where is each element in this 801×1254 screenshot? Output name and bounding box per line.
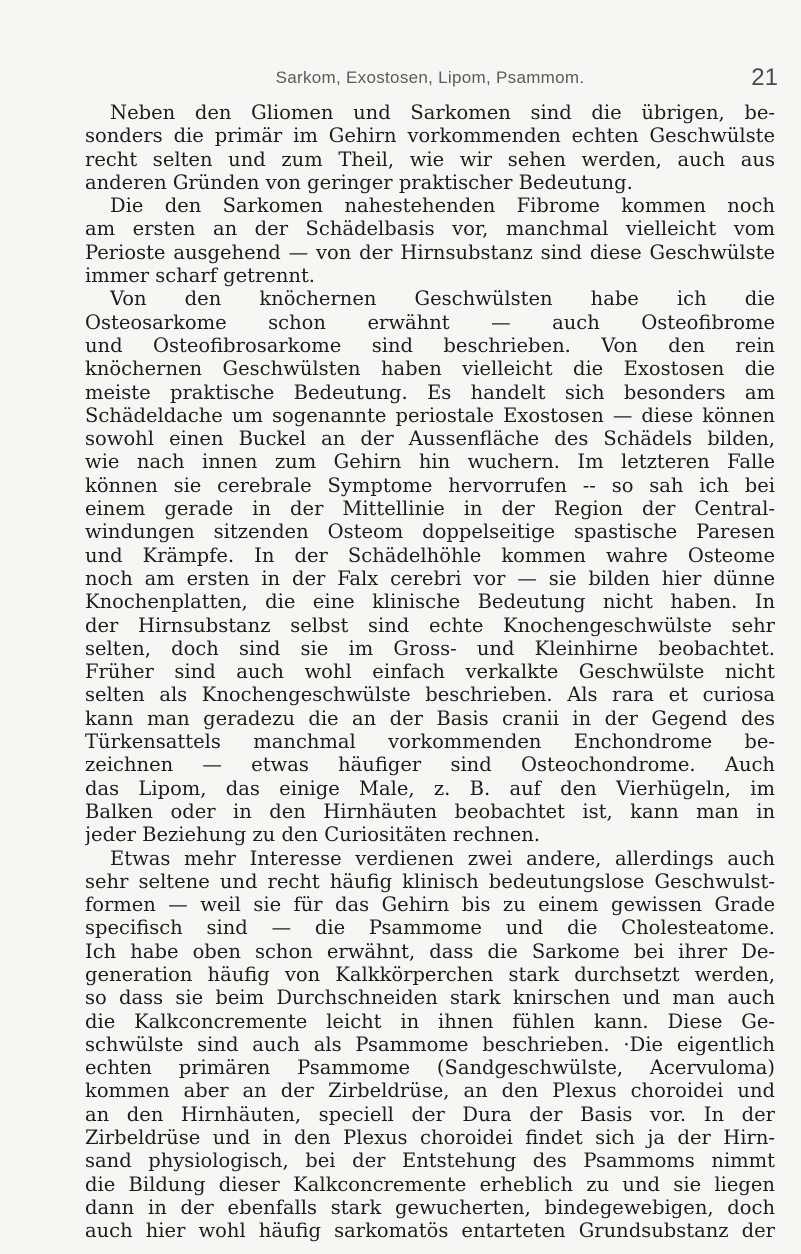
text-line: sehr seltene und recht häufig klinisch bedeutungslose Geschwulst- [85, 869, 775, 893]
text-line: Schädeldache um sogenannte periostale Exostosen — diese können [85, 403, 775, 427]
text-line: Ich habe oben schon erwähnt, dass die Sarkome bei ihrer De- [85, 939, 775, 963]
running-head [80, 64, 780, 92]
text-line: und Osteofibrosarkome sind beschrieben. Von den rein [85, 333, 775, 357]
text-line: wie nach innen zum Gehirn hin wuchern. Im letzteren Falle [85, 450, 775, 474]
text-line: echten primären Psammome (Sandgeschwülste, Acervuloma) [85, 1056, 775, 1080]
text-line: und Krämpfe. In der Schädelhöhle kommen wahre Osteome [85, 543, 775, 567]
text-line: generation häufig von Kalkkörperchen stark durchsetzt werden, [85, 962, 775, 986]
text-line: können sie cerebrale Symptome hervorrufen -- so sah ich bei [85, 473, 775, 497]
text-line: selten als Knochengeschwülste beschrieben. Als rara et curiosa [85, 683, 775, 707]
text-line: sowohl einen Buckel an der Aussenfläche des Schädels bilden, [85, 427, 775, 451]
text-line: die Kalkconcremente leicht in ihnen fühlen kann. Diese Ge- [85, 1009, 775, 1033]
text-line: recht selten und zum Theil, wie wir sehen werden, auch aus [85, 147, 775, 171]
text-line: Türkensattels manchmal vorkommenden Enchondrome be- [85, 730, 775, 754]
body-text [85, 101, 775, 1243]
text-line: windungen sitzenden Osteom doppelseitige spastische Paresen [85, 520, 775, 544]
text-line: am ersten an der Schädelbasis vor, manchmal vielleicht vom [85, 217, 775, 241]
text-line: kommen aber an der Zirbeldrüse, an den Plexus choroidei und [85, 1079, 775, 1103]
text-line: Von den knöchernen Geschwülsten habe ich die [110, 287, 775, 311]
text-line: selten, doch sind sie im Gross- und Kleinhirne beobachtet. [85, 636, 775, 660]
text-line: Balken oder in den Hirnhäuten beobachtet ist, kann man in [85, 799, 775, 823]
text-line: an den Hirnhäuten, speciell der Dura der Basis vor. In der [85, 1102, 775, 1126]
text-line: Osteosarkome schon erwähnt — auch Osteofibrome [85, 310, 775, 334]
text-line: noch am ersten in der Falx cerebri vor — sie bilden hier dünne [85, 566, 775, 590]
text-line: Neben den Gliomen und Sarkomen sind die übrigen, be- [110, 101, 775, 124]
text-line: auch hier wohl häufig sarkomatös entarteten Grundsubstanz der [85, 1219, 775, 1243]
running-title: Sarkom, Exostosen, Lipom, Psammom. [275, 68, 585, 87]
text-line: schwülste sind auch als Psammome beschrieben. ·Die eigentlich [85, 1032, 775, 1056]
text-line: sonders die primär im Gehirn vorkommenden echten Geschwülste [85, 124, 775, 148]
text-line: der Hirnsubstanz selbst sind echte Knochengeschwülste sehr [85, 613, 775, 637]
text-line: dann in der ebenfalls stark gewucherten, bindegewebigen, doch [85, 1195, 775, 1219]
page-number: 21 [751, 64, 778, 91]
text-line: knöchernen Geschwülsten haben vielleicht die Exostosen die [85, 357, 775, 381]
text-line: Perioste ausgehend — von der Hirnsubstanz sind diese Geschwülste [85, 240, 775, 264]
text-line: jeder Beziehung zu den Curiositäten rechnen. [85, 823, 541, 847]
text-line: Früher sind auch wohl einfach verkalkte Geschwülste nicht [85, 660, 775, 684]
text-line: zeichnen — etwas häufiger sind Osteochondrome. Auch [85, 753, 775, 777]
text-line: das Lipom, das einige Male, z. B. auf den Vierhügeln, im [85, 776, 775, 800]
text-line: immer scharf getrennt. [85, 264, 316, 288]
text-line: Zirbeldrüse und in den Plexus choroidei findet sich ja der Hirn- [85, 1126, 775, 1150]
text-line: sand physiologisch, bei der Entstehung des Psammoms nimmt [85, 1149, 775, 1173]
text-line: Die den Sarkomen nahestehenden Fibrome kommen noch [110, 194, 775, 218]
text-line: formen — weil sie für das Gehirn bis zu einem gewissen Grade [85, 893, 775, 917]
text-line: die Bildung dieser Kalkconcremente erheblich zu und sie liegen [85, 1172, 775, 1196]
text-line: einem gerade in der Mittellinie in der Region der Central- [85, 497, 775, 521]
text-line: Knochenplatten, die eine klinische Bedeutung nicht haben. In [85, 590, 775, 614]
text-line: so dass sie beim Durchschneiden stark knirschen und man auch [85, 986, 775, 1010]
text-line: kann man geradezu die an der Basis cranii in der Gegend des [85, 706, 775, 730]
text-line: meiste praktische Bedeutung. Es handelt sich besonders am [85, 380, 775, 404]
text-line: specifisch sind — die Psammome und die Cholesteatome. [85, 916, 775, 940]
text-line: anderen Gründen von geringer praktischer Bedeutung. [85, 170, 633, 194]
text-line: Etwas mehr Interesse verdienen zwei andere, allerdings auch [110, 846, 775, 870]
